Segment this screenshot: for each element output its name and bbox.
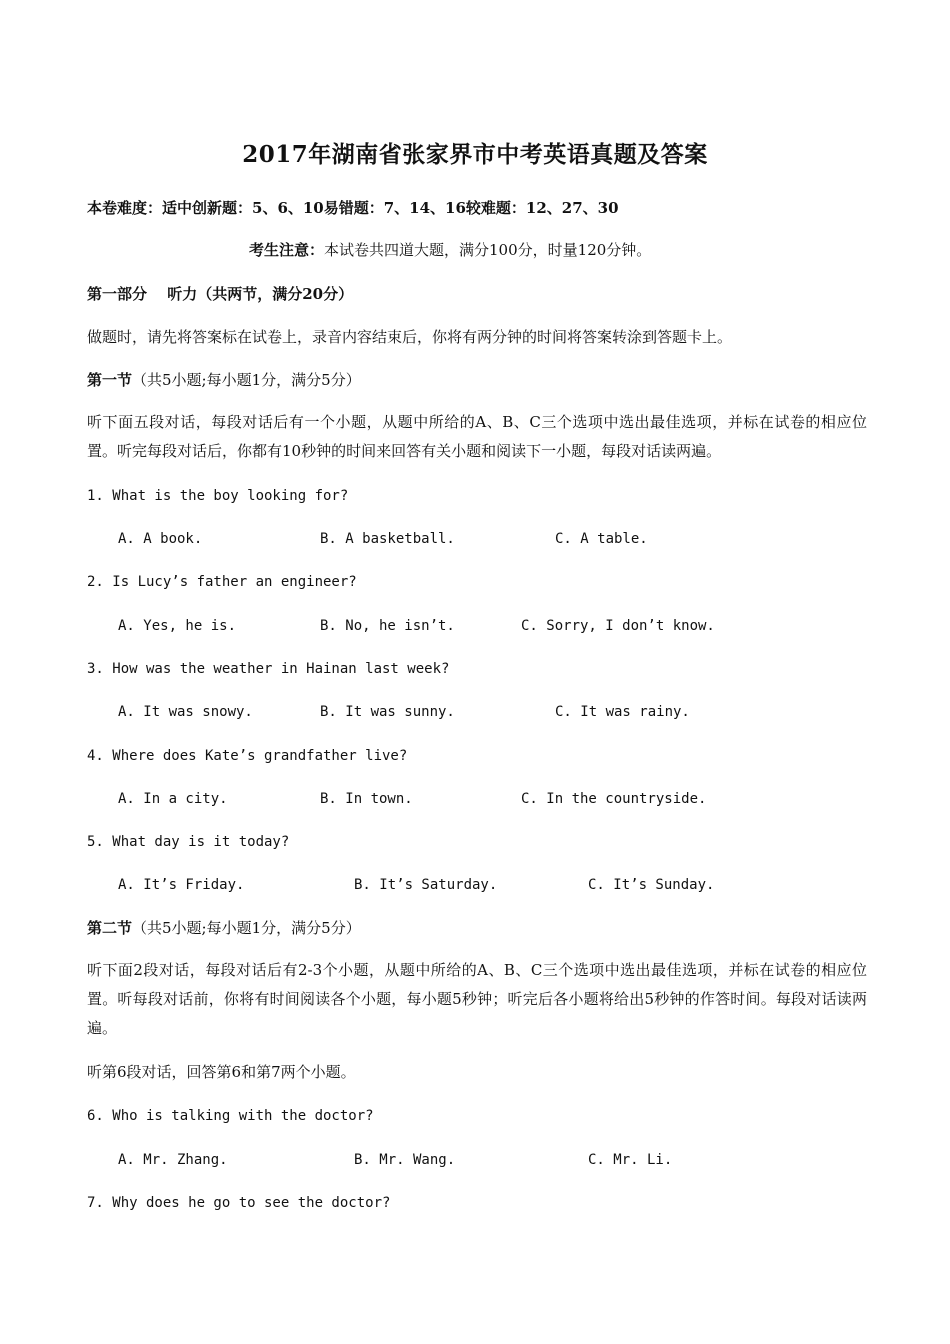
question-3: 3. How was the weather in Hainan last week? — [87, 661, 450, 677]
q4-option-a: A. In a city. — [118, 791, 228, 807]
part1-heading: 第一部分 听力（共两节，满分20分） — [87, 285, 354, 303]
question-1: 1. What is the boy looking for? — [87, 488, 349, 504]
part1-instruction: 做题时，请先将答案标在试卷上，录音内容结束后，你将有两分钟的时间将答案转涂到答题卡上。 — [87, 328, 733, 346]
q5-option-c: C. It’s Sunday. — [588, 877, 715, 893]
section1-label: 第一节 — [87, 371, 133, 389]
q6-option-c: C. Mr. Li. — [588, 1152, 673, 1168]
q5-option-b: B. It’s Saturday. — [354, 877, 498, 893]
question-2: 2. Is Lucy’s father an engineer? — [87, 574, 357, 590]
q1-option-b: B. A basketball. — [320, 531, 455, 547]
q1-option-c: C. A table. — [555, 531, 648, 547]
difficulty-line: 本卷难度：适中创新题：5、6、10易错题：7、14、16较难题：12、27、30 — [87, 199, 619, 217]
q3-option-c: C. It was rainy. — [555, 704, 690, 720]
q6-option-b: B. Mr. Wang. — [354, 1152, 456, 1168]
question-4: 4. Where does Kate’s grandfather live? — [87, 748, 408, 764]
q3-option-a: A. It was snowy. — [118, 704, 253, 720]
q1-option-a: A. A book. — [118, 531, 203, 547]
section2-label: 第二节 — [87, 919, 133, 937]
q2-option-b: B. No, he isn’t. — [320, 618, 455, 634]
q4-option-b: B. In town. — [320, 791, 413, 807]
section1-desc: （共5小题;每小题1分，满分5分） — [132, 371, 361, 389]
q3-option-b: B. It was sunny. — [320, 704, 455, 720]
notice-label: 考生注意： — [249, 241, 325, 259]
q4-option-c: C. In the countryside. — [521, 791, 707, 807]
notice-text: 本试卷共四道大题，满分100分，时量120分钟。 — [324, 241, 652, 259]
section1-instruction: 听下面五段对话，每段对话后有一个小题，从题中所给的A、B、C三个选项中选出最佳选项，并标在试卷的相应位置。听完每段对话后，你都有10秒钟的时间来回答有关小题和阅读下一小题，每段对话读两遍。 — [87, 413, 867, 460]
q5-option-a: A. It’s Friday. — [118, 877, 245, 893]
page-title: 2017年湖南省张家界市中考英语真题及答案 — [242, 141, 708, 168]
question-6: 6. Who is talking with the doctor? — [87, 1108, 374, 1124]
q2-option-a: A. Yes, he is. — [118, 618, 237, 634]
question-5: 5. What day is it today? — [87, 834, 290, 850]
dialogue-6-intro: 听第6段对话，回答第6和第7两个小题。 — [87, 1063, 356, 1081]
section2-instruction: 听下面2段对话，每段对话后有2-3个小题，从题中所给的A、B、C三个选项中选出最佳选项，并标在试卷的相应位置。听每段对话前，你将有时间阅读各个小题，每小题5秒钟；听完后各小题将给出5秒钟的作答时间。每段对话读两遍。 — [87, 961, 867, 1037]
q2-option-c: C. Sorry, I don’t know. — [521, 618, 715, 634]
section1-heading — [87, 370, 361, 390]
q6-option-a: A. Mr. Zhang. — [118, 1152, 228, 1168]
section2-desc: （共5小题;每小题1分，满分5分） — [132, 919, 361, 937]
exam-notice — [249, 240, 651, 260]
question-7: 7. Why does he go to see the doctor? — [87, 1195, 391, 1211]
section2-heading — [87, 918, 361, 938]
